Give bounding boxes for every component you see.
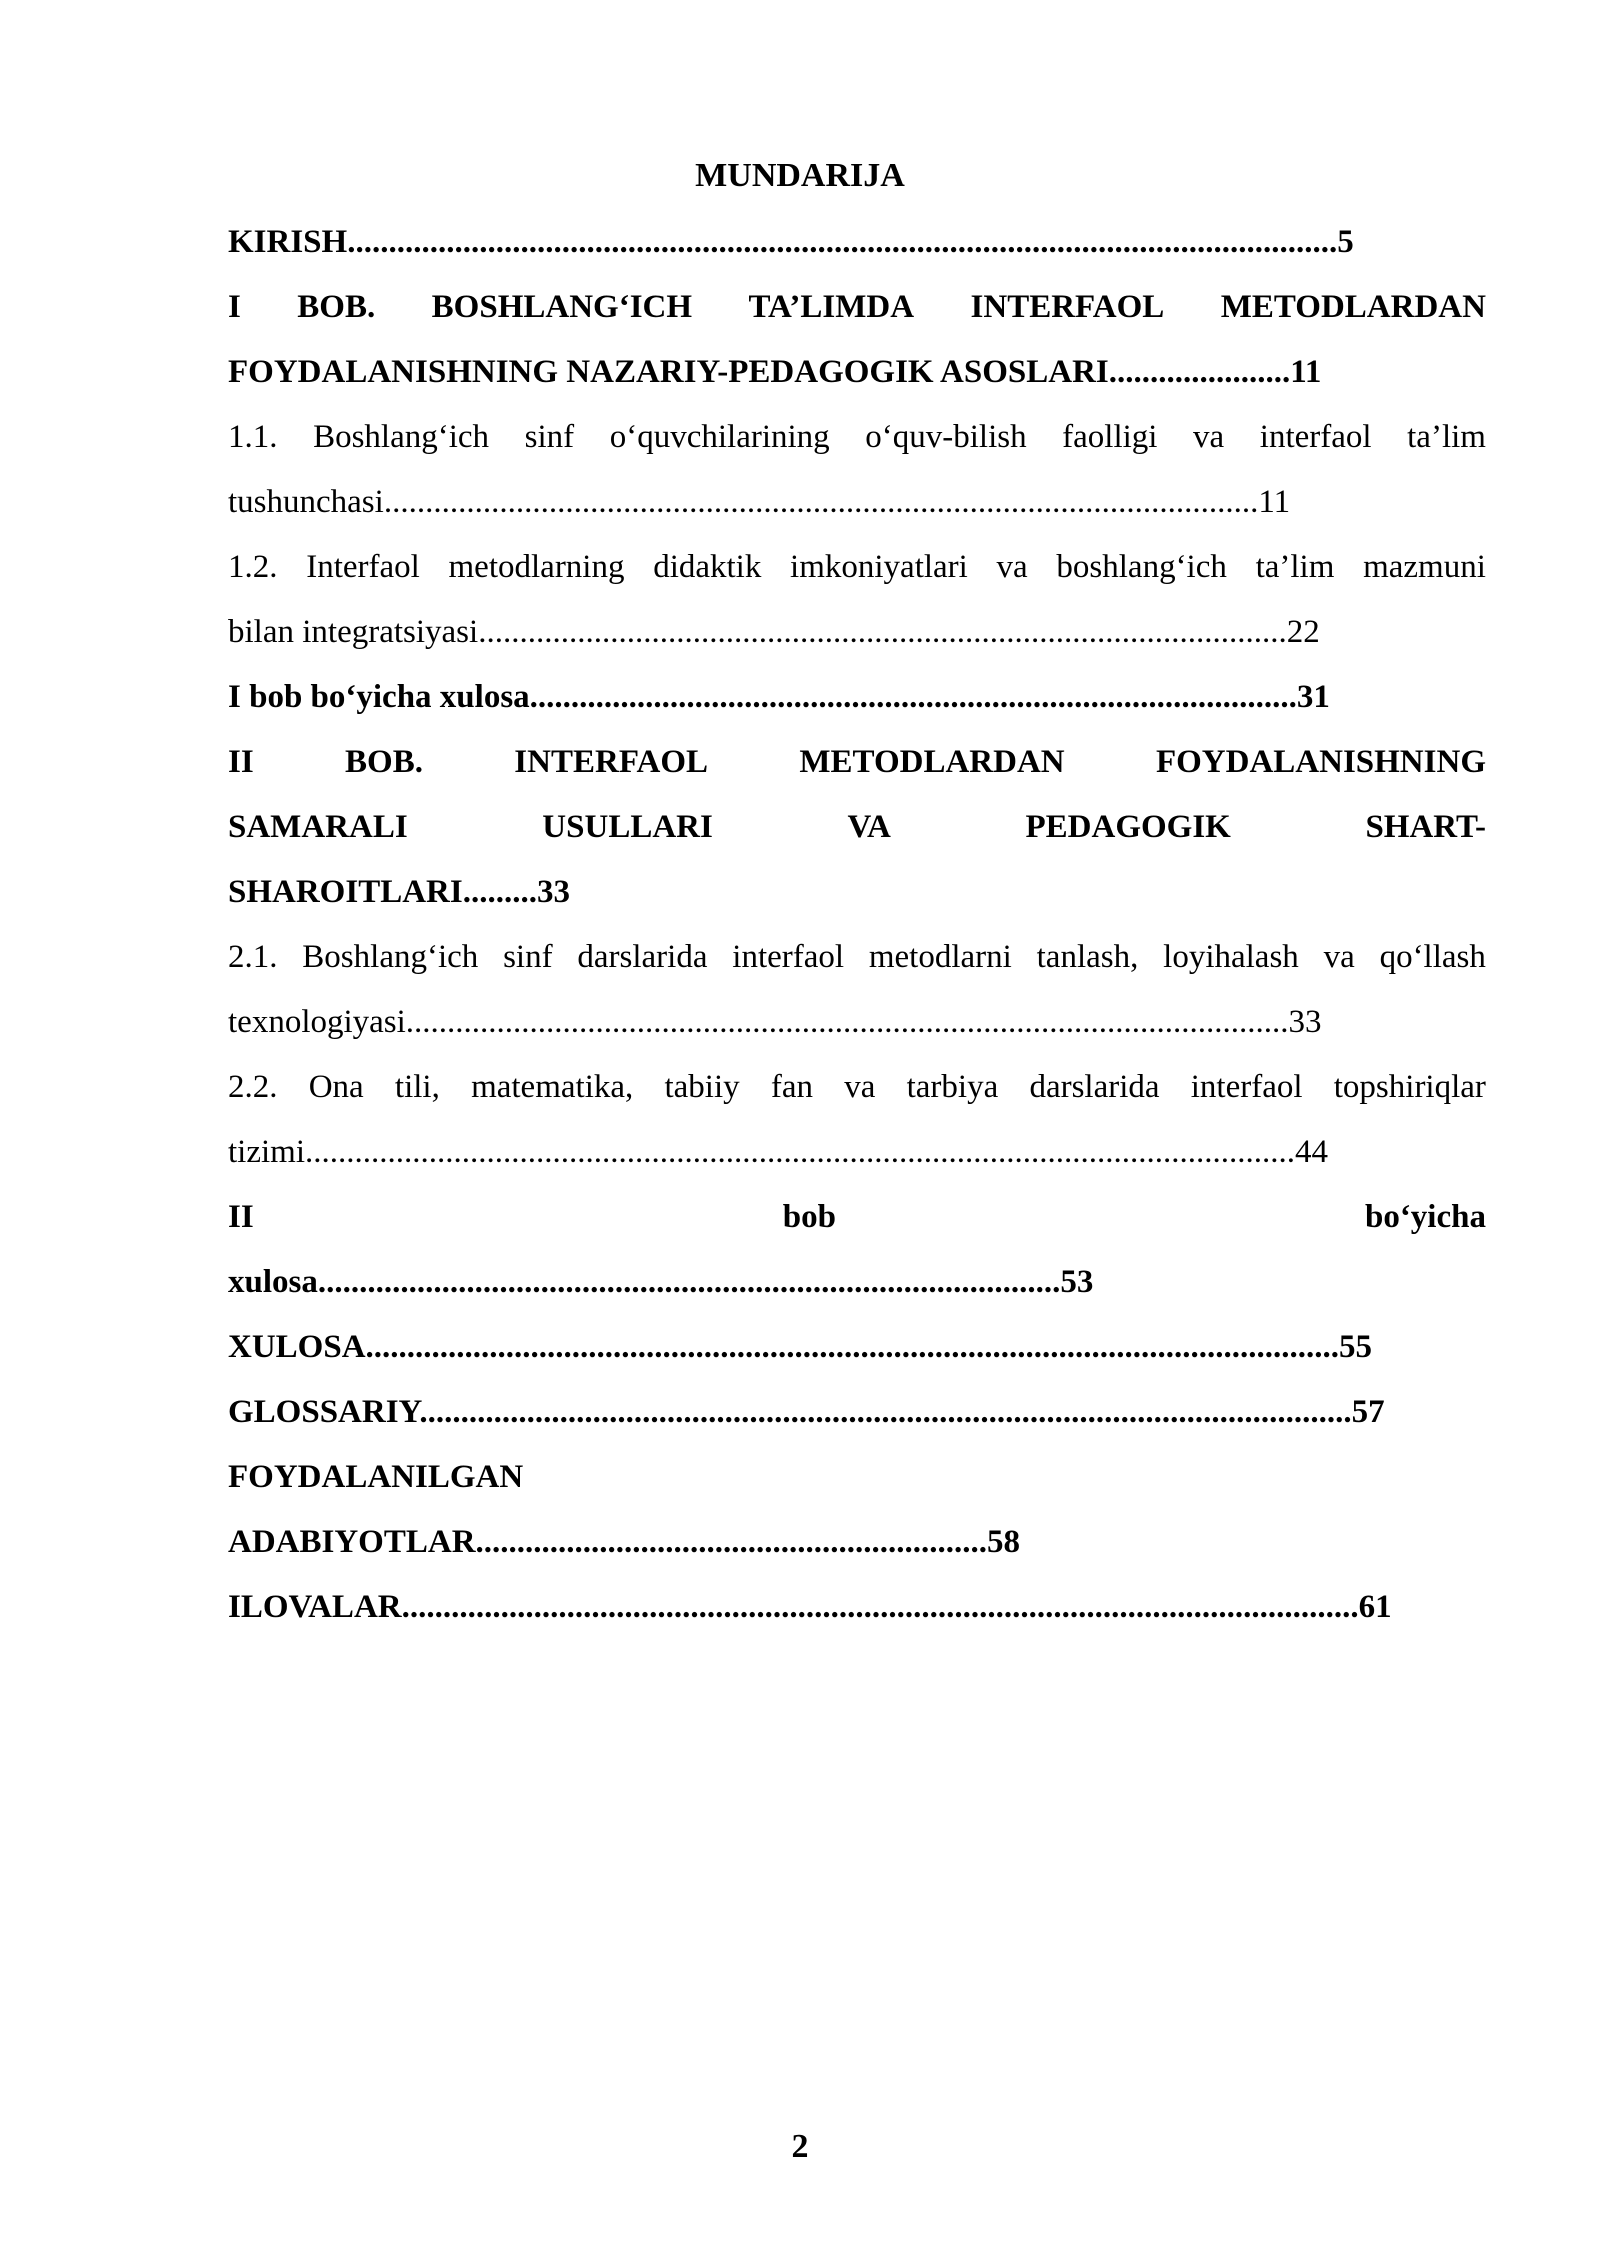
toc-word: Ona — [308, 1069, 364, 1105]
toc-word: metodlarning — [448, 549, 625, 585]
toc-word: SHART- — [1365, 809, 1486, 845]
toc-word: interfaol — [1190, 1069, 1303, 1105]
toc-word: METODLARDAN — [1220, 289, 1486, 325]
toc-entry-1-2-line2: bilan integratsiyasi..................................................................................................22 — [228, 614, 1320, 650]
toc-word: metodlarni — [868, 939, 1012, 975]
toc-word: FOYDALANISHNING — [1155, 744, 1486, 780]
toc-word: II — [228, 1199, 254, 1235]
page-number: 2 — [791, 2128, 809, 2165]
toc-word: Boshlang‘ich — [302, 939, 479, 975]
toc-entry-ilovalar: ILOVALAR....................................................................................................................61 — [228, 1589, 1392, 1625]
toc-word: INTERFAOL — [970, 289, 1165, 325]
toc-word: bob — [782, 1199, 836, 1235]
toc-entry-adabiyotlar-line1: FOYDALANILGAN — [228, 1459, 524, 1495]
toc-word: sinf — [524, 419, 575, 455]
toc-word: darslarida — [577, 939, 708, 975]
toc-entry-glossariy: GLOSSARIY.................................................................................................................57 — [228, 1394, 1385, 1430]
toc-entry-2-2-line1 — [228, 1055, 1486, 1120]
toc-word: interfaol — [1259, 419, 1372, 455]
toc-word: BOB. — [297, 289, 376, 325]
toc-word: va — [1193, 419, 1225, 455]
toc-word: METODLARDAN — [799, 744, 1065, 780]
toc-word: ta’lim — [1255, 549, 1335, 585]
toc-word: USULLARI — [542, 809, 713, 845]
toc-word: tanlash, — [1036, 939, 1139, 975]
toc-word: Boshlang‘ich — [313, 419, 490, 455]
toc-word: 1.2. — [228, 549, 278, 585]
toc-word: SAMARALI — [228, 809, 408, 845]
toc-entry-bob2-line2 — [228, 795, 1486, 860]
toc-entry-kirish: KIRISH........................................................................................................................5 — [228, 224, 1354, 260]
toc-word: va — [996, 549, 1028, 585]
toc-word: interfaol — [732, 939, 845, 975]
toc-word: bo‘yicha — [1364, 1199, 1486, 1235]
toc-word: sinf — [503, 939, 553, 975]
toc-word: TA’LIMDA — [748, 289, 915, 325]
toc-entry-1-1-line2: tushunchasi..........................................................................................................11 — [228, 484, 1291, 520]
toc-word: 1.1. — [228, 419, 278, 455]
toc-entry-adabiyotlar-line2: ADABIYOTLAR..............................................................58 — [228, 1524, 1021, 1560]
toc-word: BOSHLANG‘ICH — [431, 289, 693, 325]
toc-word: loyihalash — [1163, 939, 1299, 975]
toc-entry-1-2-line1 — [228, 535, 1486, 600]
toc-word: o‘quvchilarining — [609, 419, 830, 455]
toc-word: I — [228, 289, 241, 325]
toc-word: tarbiya — [906, 1069, 999, 1105]
toc-entry-2-1-line2: texnologiyasi...........................................................................................................33 — [228, 1004, 1322, 1040]
toc-word: II — [228, 744, 254, 780]
toc-word: didaktik — [653, 549, 762, 585]
toc-word: imkoniyatlari — [790, 549, 968, 585]
toc-word: 2.2. — [228, 1069, 278, 1105]
toc-word: matematika, — [471, 1069, 634, 1105]
toc-entry-bob2-xulosa-line1 — [228, 1185, 1486, 1250]
toc-entry-2-1-line1 — [228, 925, 1486, 990]
toc-word: Interfaol — [306, 549, 420, 585]
toc-word: topshiriqlar — [1333, 1069, 1486, 1105]
table-of-contents — [228, 210, 1486, 1640]
toc-entry-bob2-line3: SHAROITLARI.........33 — [228, 874, 570, 910]
toc-word: PEDAGOGIK — [1025, 809, 1231, 845]
toc-word: fan — [770, 1069, 813, 1105]
toc-word: va — [844, 1069, 876, 1105]
toc-entry-2-2-line2: tizimi........................................................................................................................44 — [228, 1134, 1328, 1170]
toc-word: ta’lim — [1407, 419, 1486, 455]
toc-word: mazmuni — [1363, 549, 1486, 585]
toc-word: INTERFAOL — [514, 744, 709, 780]
toc-entry-bob1-line2: FOYDALANISHNING NAZARIY-PEDAGOGIK ASOSLARI......................11 — [228, 354, 1322, 390]
toc-entry-xulosa: XULOSA......................................................................................................................55 — [228, 1329, 1373, 1365]
toc-word: BOB. — [345, 744, 423, 780]
toc-word: faolligi — [1062, 419, 1158, 455]
toc-word: va — [1323, 939, 1355, 975]
toc-entry-1-1-line1 — [228, 405, 1486, 470]
page-title: MUNDARIJA — [695, 157, 905, 194]
toc-word: boshlang‘ich — [1056, 549, 1227, 585]
toc-word: qo‘llash — [1379, 939, 1486, 975]
toc-entry-bob1-line1 — [228, 275, 1486, 340]
toc-word: tabiiy — [664, 1069, 740, 1105]
toc-word: darslarida — [1029, 1069, 1160, 1105]
toc-entry-bob2-line1 — [228, 730, 1486, 795]
toc-word: o‘quv-bilish — [865, 419, 1027, 455]
toc-word: 2.1. — [228, 939, 278, 975]
toc-word: tili, — [394, 1069, 440, 1105]
toc-entry-bob2-xulosa-line2: xulosa..........................................................................................53 — [228, 1264, 1094, 1300]
toc-entry-bob1-xulosa: I bob bo‘yicha xulosa.............................................................................................31 — [228, 679, 1330, 715]
toc-word: VA — [847, 809, 891, 845]
